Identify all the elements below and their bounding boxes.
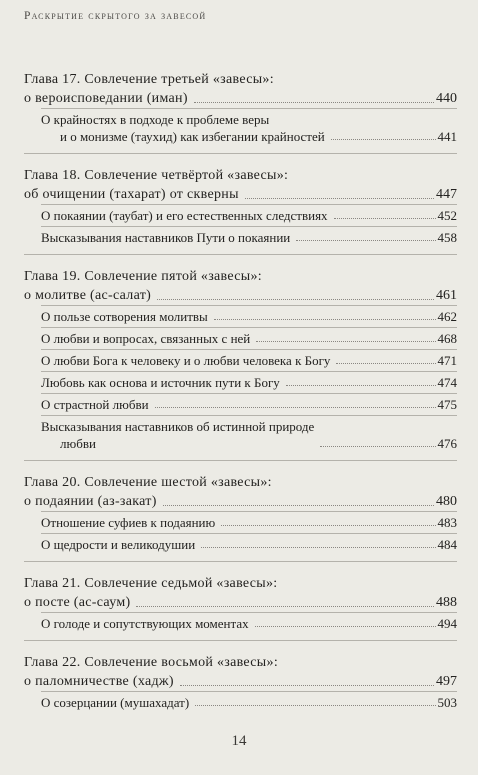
page-ref: 471 [437, 353, 457, 368]
toc-entry [41, 371, 457, 393]
page-ref: 497 [436, 674, 457, 689]
chapter-20 [24, 473, 457, 555]
page-ref: 441 [437, 129, 457, 144]
dot-leader [163, 505, 434, 506]
entry-title: Отношение суфиев к подаянию [41, 515, 216, 530]
toc-entry [41, 393, 457, 415]
entry-title: О страстной любви [41, 397, 149, 412]
toc-entry [41, 226, 457, 248]
chapter-19 [24, 267, 457, 454]
page-ref: 480 [436, 494, 457, 509]
page-ref: 474 [437, 375, 457, 390]
page-ref: 503 [437, 695, 457, 710]
entry-title: О любви и вопросах, связанных с ней [41, 331, 251, 346]
toc-entry [41, 415, 457, 454]
chapter-main-entry [24, 492, 457, 511]
toc-entry [41, 204, 457, 226]
page-ref: 483 [437, 515, 457, 530]
entry-title: о подаянии (аз-закат) [24, 494, 157, 509]
entry-title-line: Высказывания наставников об истинной природе [41, 419, 315, 434]
toc-entry [41, 349, 457, 371]
entry-title: Высказывания наставников Пути о покаянии [41, 230, 291, 245]
entry-title: о молитве (ас-салат) [24, 288, 152, 303]
divider [24, 460, 457, 461]
chapter-main-entry [24, 185, 457, 204]
entry-title: Любовь как основа и источник пути к Богу [41, 375, 280, 390]
dot-leader [214, 319, 436, 320]
entry-title: О любви Бога к человеку и о любви человека к Богу [41, 353, 331, 368]
chapter-17 [24, 70, 457, 147]
dot-leader [201, 547, 435, 548]
entry-title: О созерцании (мушахадат) [41, 695, 190, 710]
dot-leader [221, 525, 435, 526]
dot-leader [195, 705, 435, 706]
dot-leader [157, 299, 434, 300]
dot-leader [194, 102, 434, 103]
dot-leader [331, 139, 436, 140]
chapter-heading: Глава 21. Совлечение седьмой «завесы»: [24, 576, 278, 591]
dot-leader [256, 341, 435, 342]
dot-leader [320, 446, 435, 447]
dot-leader [136, 606, 434, 607]
toc-entry [41, 305, 457, 327]
divider [24, 561, 457, 562]
entry-title-line: О крайностях в подходе к проблеме веры [41, 112, 270, 127]
chapter-18 [24, 166, 457, 248]
entry-title-line: любви [60, 436, 96, 451]
toc-entry [41, 327, 457, 349]
table-of-contents [24, 70, 457, 727]
entry-title [41, 111, 329, 145]
chapter-22 [24, 653, 457, 713]
divider [24, 254, 457, 255]
dot-leader [334, 218, 436, 219]
chapter-heading: Глава 20. Совлечение шестой «завесы»: [24, 475, 272, 490]
toc-entry [41, 533, 457, 555]
chapter-main-entry [24, 286, 457, 305]
dot-leader [180, 685, 434, 686]
entry-title: О пользе сотворения молитвы [41, 309, 208, 324]
page-ref: 447 [436, 187, 457, 202]
chapter-heading: Глава 22. Совлечение восьмой «завесы»: [24, 655, 279, 670]
page-ref: 440 [436, 91, 457, 106]
dot-leader [296, 240, 435, 241]
page-number: 14 [231, 733, 247, 749]
page-ref: 458 [437, 230, 457, 245]
chapter-heading: Глава 18. Совлечение четвёртой «завесы»: [24, 168, 289, 183]
entry-title: О покаянии (таубат) и его естественных следствиях [41, 208, 328, 223]
page-ref: 494 [437, 616, 457, 631]
entry-title: об очищении (тахарат) от скверны [24, 187, 239, 202]
page-ref: 461 [436, 288, 457, 303]
toc-entry [41, 612, 457, 634]
chapter-main-entry [24, 593, 457, 612]
chapter-main-entry [24, 89, 457, 108]
dot-leader [155, 407, 436, 408]
page-ref: 488 [436, 595, 457, 610]
entry-title-line: и о монизме (таухид) как избегании крайностей [60, 129, 325, 144]
dot-leader [255, 626, 436, 627]
page-ref: 476 [437, 436, 457, 451]
toc-entry [41, 511, 457, 533]
divider [24, 640, 457, 641]
running-head: Раскрытие скрытого за завесой [24, 10, 207, 22]
chapter-heading: Глава 17. Совлечение третьей «завесы»: [24, 72, 274, 87]
divider [24, 153, 457, 154]
page-ref: 484 [437, 537, 457, 552]
entry-title: о паломничестве (хадж) [24, 674, 174, 689]
dot-leader [336, 363, 435, 364]
dot-leader [245, 198, 434, 199]
toc-entry [41, 108, 457, 147]
chapter-21 [24, 574, 457, 634]
page-ref: 462 [437, 309, 457, 324]
entry-title [41, 418, 318, 452]
page-ref: 468 [437, 331, 457, 346]
toc-entry [41, 691, 457, 713]
entry-title: О голоде и сопутствующих моментах [41, 616, 249, 631]
entry-title: О щедрости и великодушии [41, 537, 196, 552]
chapter-main-entry [24, 672, 457, 691]
dot-leader [286, 385, 436, 386]
entry-title: о вероисповедании (иман) [24, 91, 188, 106]
chapter-heading: Глава 19. Совлечение пятой «завесы»: [24, 269, 262, 284]
page-ref: 452 [437, 208, 457, 223]
entry-title: о посте (ас-саум) [24, 595, 131, 610]
page-ref: 475 [437, 397, 457, 412]
